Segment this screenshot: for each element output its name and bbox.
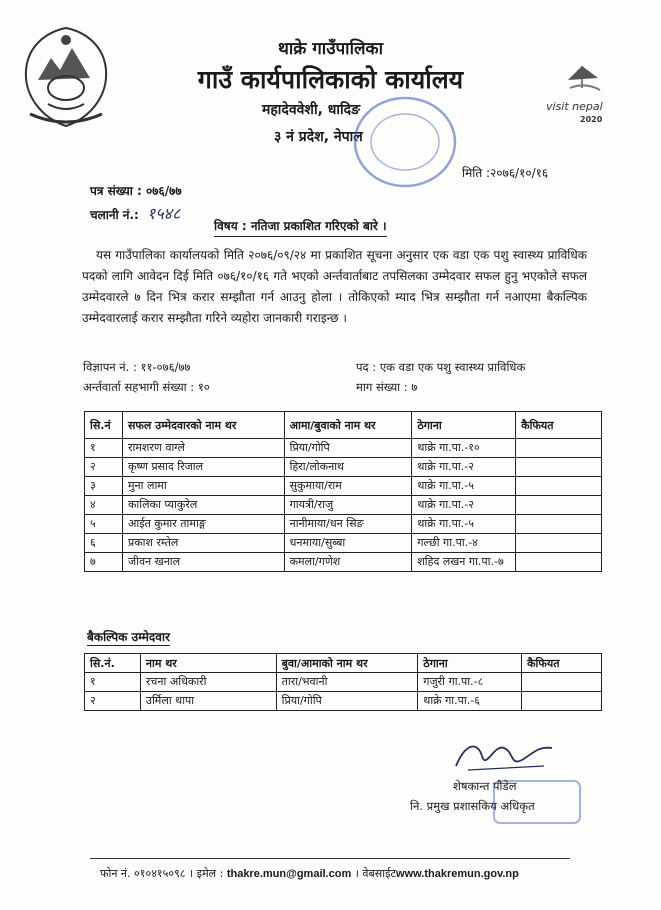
table-cell: थाक्रे गा.पा.-६	[418, 692, 522, 711]
candidate-row	[85, 496, 602, 515]
header-cell: आमा/बुवाको नाम थर	[284, 412, 412, 439]
footer-email: thakre.mun@gmail.com	[226, 868, 352, 880]
header-cell: ठेगाना	[418, 654, 522, 673]
table-cell: सुकुमाया/राम	[284, 477, 412, 496]
footer-contact	[100, 866, 519, 881]
table-cell: धनमाया/सुब्बा	[284, 534, 412, 553]
date-label: मिति :	[462, 166, 491, 180]
table-cell: ३	[85, 477, 123, 496]
advertisement-number: विज्ञापन नं. : ११-०७६/७७	[83, 360, 191, 374]
table-cell: जीवन खनाल	[122, 553, 284, 572]
demand-count: माग संख्या : ७	[356, 380, 418, 394]
header-cell: सि.नं	[85, 412, 123, 439]
table-cell: गजुरी गा.पा.-८	[418, 673, 522, 692]
table-cell: थाक्रे गा.पा.-२	[412, 496, 516, 515]
office-name: थाक्रे गाउँपालिका	[278, 39, 383, 59]
table-cell: तारा/भवानी	[276, 673, 418, 692]
footer-divider	[90, 858, 570, 859]
dispatch-label: चलानी नं.:	[90, 208, 139, 222]
table-cell: थाक्रे गा.पा.-२	[412, 458, 516, 477]
dispatch-value: १५४८	[147, 204, 181, 223]
table-cell: मुना लामा	[122, 477, 284, 496]
table-cell: शहिद लखन गा.पा.-७	[412, 553, 516, 572]
date-value: २०७६/१०/१६	[490, 166, 549, 180]
office-stamp	[350, 92, 460, 192]
table-cell	[516, 496, 602, 515]
header-cell: नाम थर	[140, 654, 276, 673]
table-cell: थाक्रे गा.पा.-५	[412, 477, 516, 496]
table-cell: आईत कुमार तामाङ्ग	[122, 515, 284, 534]
office-title: गाउँ कार्यपालिकाको कार्यालय	[197, 65, 464, 94]
table-cell: कृष्ण प्रसाद रिजाल	[122, 458, 284, 477]
table-cell: ६	[85, 534, 123, 553]
table-cell: १	[85, 673, 141, 692]
candidate-row	[85, 477, 602, 496]
visit-nepal-logo	[540, 58, 630, 128]
table-cell: थाक्रे गा.पा.-१०	[412, 439, 516, 458]
dispatch-number	[90, 202, 180, 224]
table-cell: प्रकाश रम्तेल	[122, 534, 284, 553]
alternate-row	[85, 673, 602, 692]
table-cell: गल्छी गा.पा.-४	[412, 534, 516, 553]
table-cell	[516, 477, 602, 496]
table-header-row	[85, 654, 602, 673]
post-name: पद : एक वडा एक पशु स्वास्थ्य प्राविधिक	[356, 360, 526, 374]
table-cell: कालिका प्याकुरेल	[122, 496, 284, 515]
alternate-row	[85, 692, 602, 711]
table-cell	[522, 673, 602, 692]
body-paragraph: यस गाउँपालिका कार्यालयको मिति २०७६/०९/२४ मा प्रकाशित सूचना अनुसार एक वडा एक पशु स्वास्थ्य प्राविधिक पदको लागि आवेदन दिई मिति ०७६/१०/१६ गते भएको अर्न्तवार्ताबाट तपसिलका उम्मेदवार सफल हुनु भएकोले सफल उम्मेदवारले ७ दिन भित्र करार सम्झौता गर्न आउनु होला । तोकिएको म्याद भित्र सम्झौता गर्न नआएमा बैकल्पिक उम्मेदवारलाई करार सम्झौता गरिने व्यहोरा जानकारी गराइन्छ ।	[82, 248, 587, 325]
footer-website: www.thakremun.gov.np	[396, 868, 519, 880]
table-cell	[516, 515, 602, 534]
candidate-row	[85, 515, 602, 534]
table-cell: प्रिया/गोपि	[284, 439, 412, 458]
successful-candidates-table	[84, 411, 602, 572]
table-cell: उर्मिला थापा	[140, 692, 276, 711]
table-cell	[522, 692, 602, 711]
table-cell: प्रिया/गोपि	[276, 692, 418, 711]
subject-line: विषय : नतिजा प्रकाशित गरिएको बारे ।	[214, 217, 387, 237]
visit-logo-year: 2020	[580, 115, 603, 124]
ref-label: पत्र संख्या :	[90, 184, 142, 198]
table-cell	[516, 553, 602, 572]
table-cell: ४	[85, 496, 123, 515]
table-cell: रामशरण वाग्ले	[122, 439, 284, 458]
table-cell	[516, 534, 602, 553]
footer-website-label: । वेबसाईट	[354, 867, 397, 880]
alternate-candidates-heading: बैकल्पिक उम्मेदवार	[87, 630, 170, 644]
signer-name: शेषकान्त पौडेल	[453, 779, 517, 793]
interview-count: अर्न्तवार्ता सहभागी संख्या : १०	[83, 380, 210, 394]
signature-mark	[448, 736, 558, 776]
table-cell	[516, 458, 602, 477]
header-cell: बुवा/आमाको नाम थर	[276, 654, 418, 673]
table-cell: गायत्री/राजु	[284, 496, 412, 515]
ref-value: ०७६/७७	[145, 184, 182, 198]
candidate-row	[85, 553, 602, 572]
reference-number	[90, 182, 182, 199]
table-cell: कमला/गणेश	[284, 553, 412, 572]
table-cell: हिरा/लोकनाथ	[284, 458, 412, 477]
candidate-row	[85, 458, 602, 477]
address-line-2: ३ नं प्रदेश, नेपाल	[274, 129, 363, 145]
table-header-row	[85, 412, 602, 439]
header-cell: सफल उम्मेदवारको नाम थर	[122, 412, 284, 439]
table-cell: ७	[85, 553, 123, 572]
address-line-1: महादेववेशी, धादिङ	[262, 102, 360, 118]
candidate-row	[85, 534, 602, 553]
alternate-candidates-table	[84, 653, 602, 711]
header-cell: कैफियत	[516, 412, 602, 439]
table-cell: २	[85, 458, 123, 477]
header-cell: सि.नं.	[85, 654, 141, 673]
table-cell: १	[85, 439, 123, 458]
candidate-row	[85, 439, 602, 458]
table-cell: नानीमाया/धन सिङ	[284, 515, 412, 534]
header-cell: कैफियत	[522, 654, 602, 673]
table-cell: २	[85, 692, 141, 711]
table-cell: थाक्रे गा.पा.-५	[412, 515, 516, 534]
table-cell	[516, 439, 602, 458]
header-cell: ठेगाना	[412, 412, 516, 439]
footer-phone: फोन नं. ०१०४१५०९८ । इमेल :	[100, 867, 224, 880]
table-cell: ५	[85, 515, 123, 534]
letter-date	[462, 164, 548, 181]
visit-logo-text: visit nepal	[546, 100, 603, 113]
signer-title: नि. प्रमुख प्रशासकिय अधिकृत	[410, 799, 535, 813]
table-cell: रचना अधिकारी	[140, 673, 276, 692]
